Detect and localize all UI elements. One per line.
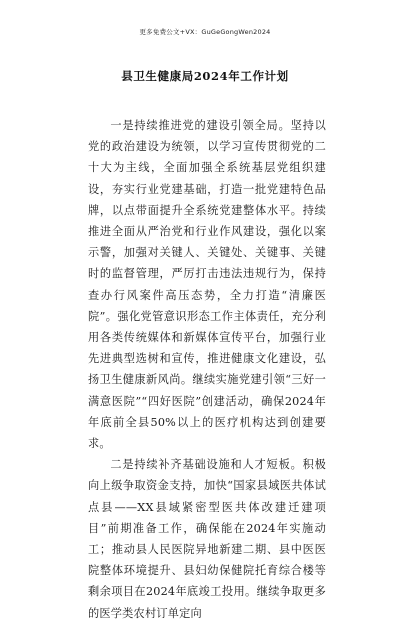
document-body [88, 115, 326, 624]
paragraph-party-building: 一是持续推进党的建设引领全局。坚持以党的政治建设为统领，以学习宣传贯彻党的二十大为主线，全面加强全系统基层党组织建设，夯实行业党建基础，打造一批党建特色品牌，以点带面提升全系统党建整体水平。持续推进全面从严治党和行业作风建设，强化以案示警，加强对关键人、关键处、关键事、关键时的监督管理，严厉打击违法违规行为，保持查办行风案件高压态势，全力打造“清廉医院”。强化党管意识形态工作主体责任，充分利用各类传统媒体和新媒体宣传平台，加强行业先进典型选树和宣传，推进健康文化建设，弘扬卫生健康新风尚。继续实施党建引领“三好一满意医院”“四好医院”创建活动，确保2024年年底前全县50%以上的医疗机构达到创建要求。 [88, 119, 326, 451]
document-title: 县卫生健康局2024年工作计划 [121, 69, 289, 83]
promo-header-note: 更多免费公文+VX：GuGeGongWen2024 [139, 28, 271, 36]
paragraph-infrastructure-talent: 二是持续补齐基础设施和人才短板。积极向上级争取资金支持，加快“国家县域医共体试点县——XX县域紧密型医共体改建迁建项目”前期准备工作，确保能在2024年实施动工；推动县人民医院异地新建二期、县中医医院整体环境提升、县妇幼保健院托育综合楼等剩余项目在2024年底竣工投用。继续争取更多的医学类农村订单定向 [88, 458, 326, 620]
